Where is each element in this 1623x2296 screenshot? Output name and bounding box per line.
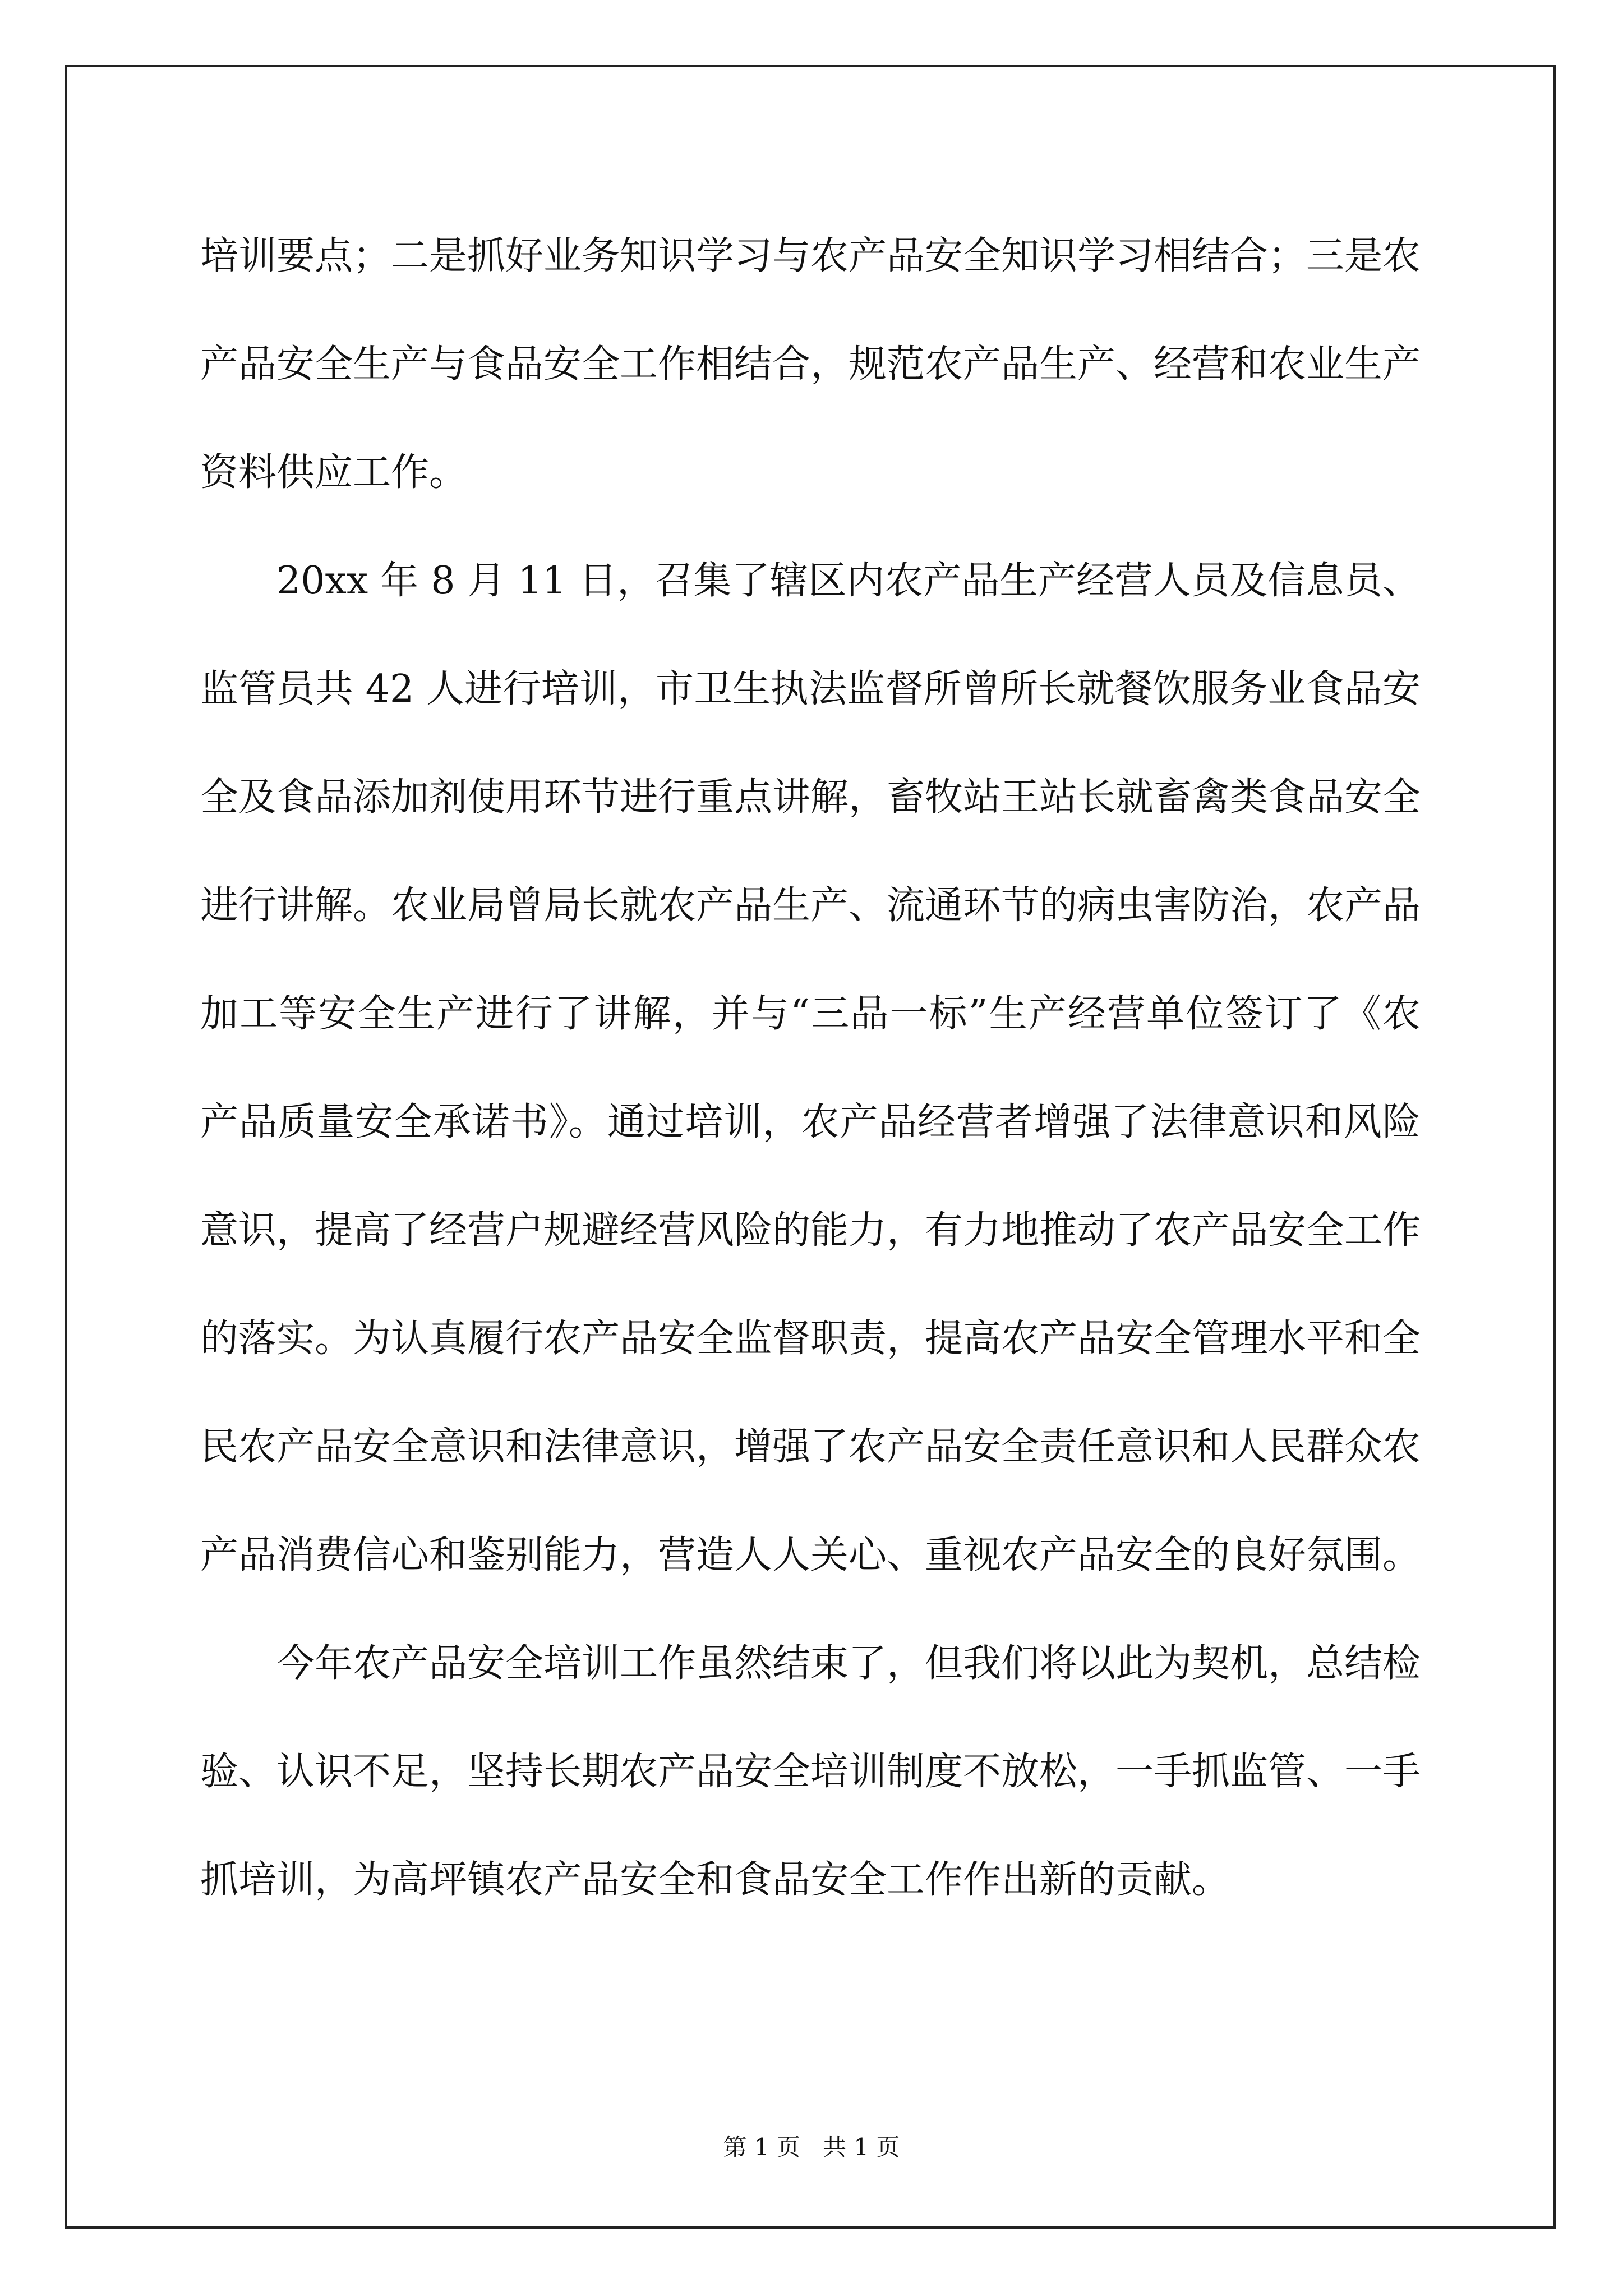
- page-footer: [0, 2129, 1623, 2162]
- document-body: [200, 202, 1421, 1934]
- paragraph-2: 20xx 年 8 月 11 日，召集了辖区内农产品生产经营人员及信息员、监管员共 42 人进行培训，市卫生执法监督所曾所长就餐饮服务业食品安全及食品添加剂使用环节进行重点讲解，畜牧站王站长就畜禽类食品安全进行讲解。农业局曾局长就农产品生产、流通环节的病虫害防治，农产品加工等安全生产进行了讲解，并与“三品一标”生产经营单位签订了《农产品质量安全承诺书》。通过培训，农产品经营者增强了法律意识和风险意识，提高了经营户规避经营风险的能力，有力地推动了农产品安全工作的落实。为认真履行农产品安全监督职责，提高农产品安全管理水平和全民农产品安全意识和法律意识，增强了农产品安全责任意识和人民群众农产品消费信心和鉴别能力，营造人人关心、重视农产品安全的良好氛围。: [200, 559, 1421, 1577]
- paragraph-3: 今年农产品安全培训工作虽然结束了，但我们将以此为契机，总结检验、认识不足，坚持长期农产品安全培训制度不放松，一手抓监管、一手抓培训，为高坪镇农产品安全和食品安全工作作出新的贡献。: [200, 1641, 1421, 1902]
- page-number: 第 1 页: [723, 2133, 800, 2161]
- paragraph-1: 培训要点；二是抓好业务知识学习与农产品安全知识学习相结合；三是农产品安全生产与食品安全工作相结合，规范农产品生产、经营和农业生产资料供应工作。: [200, 234, 1421, 495]
- page-total: 共 1 页: [823, 2133, 900, 2161]
